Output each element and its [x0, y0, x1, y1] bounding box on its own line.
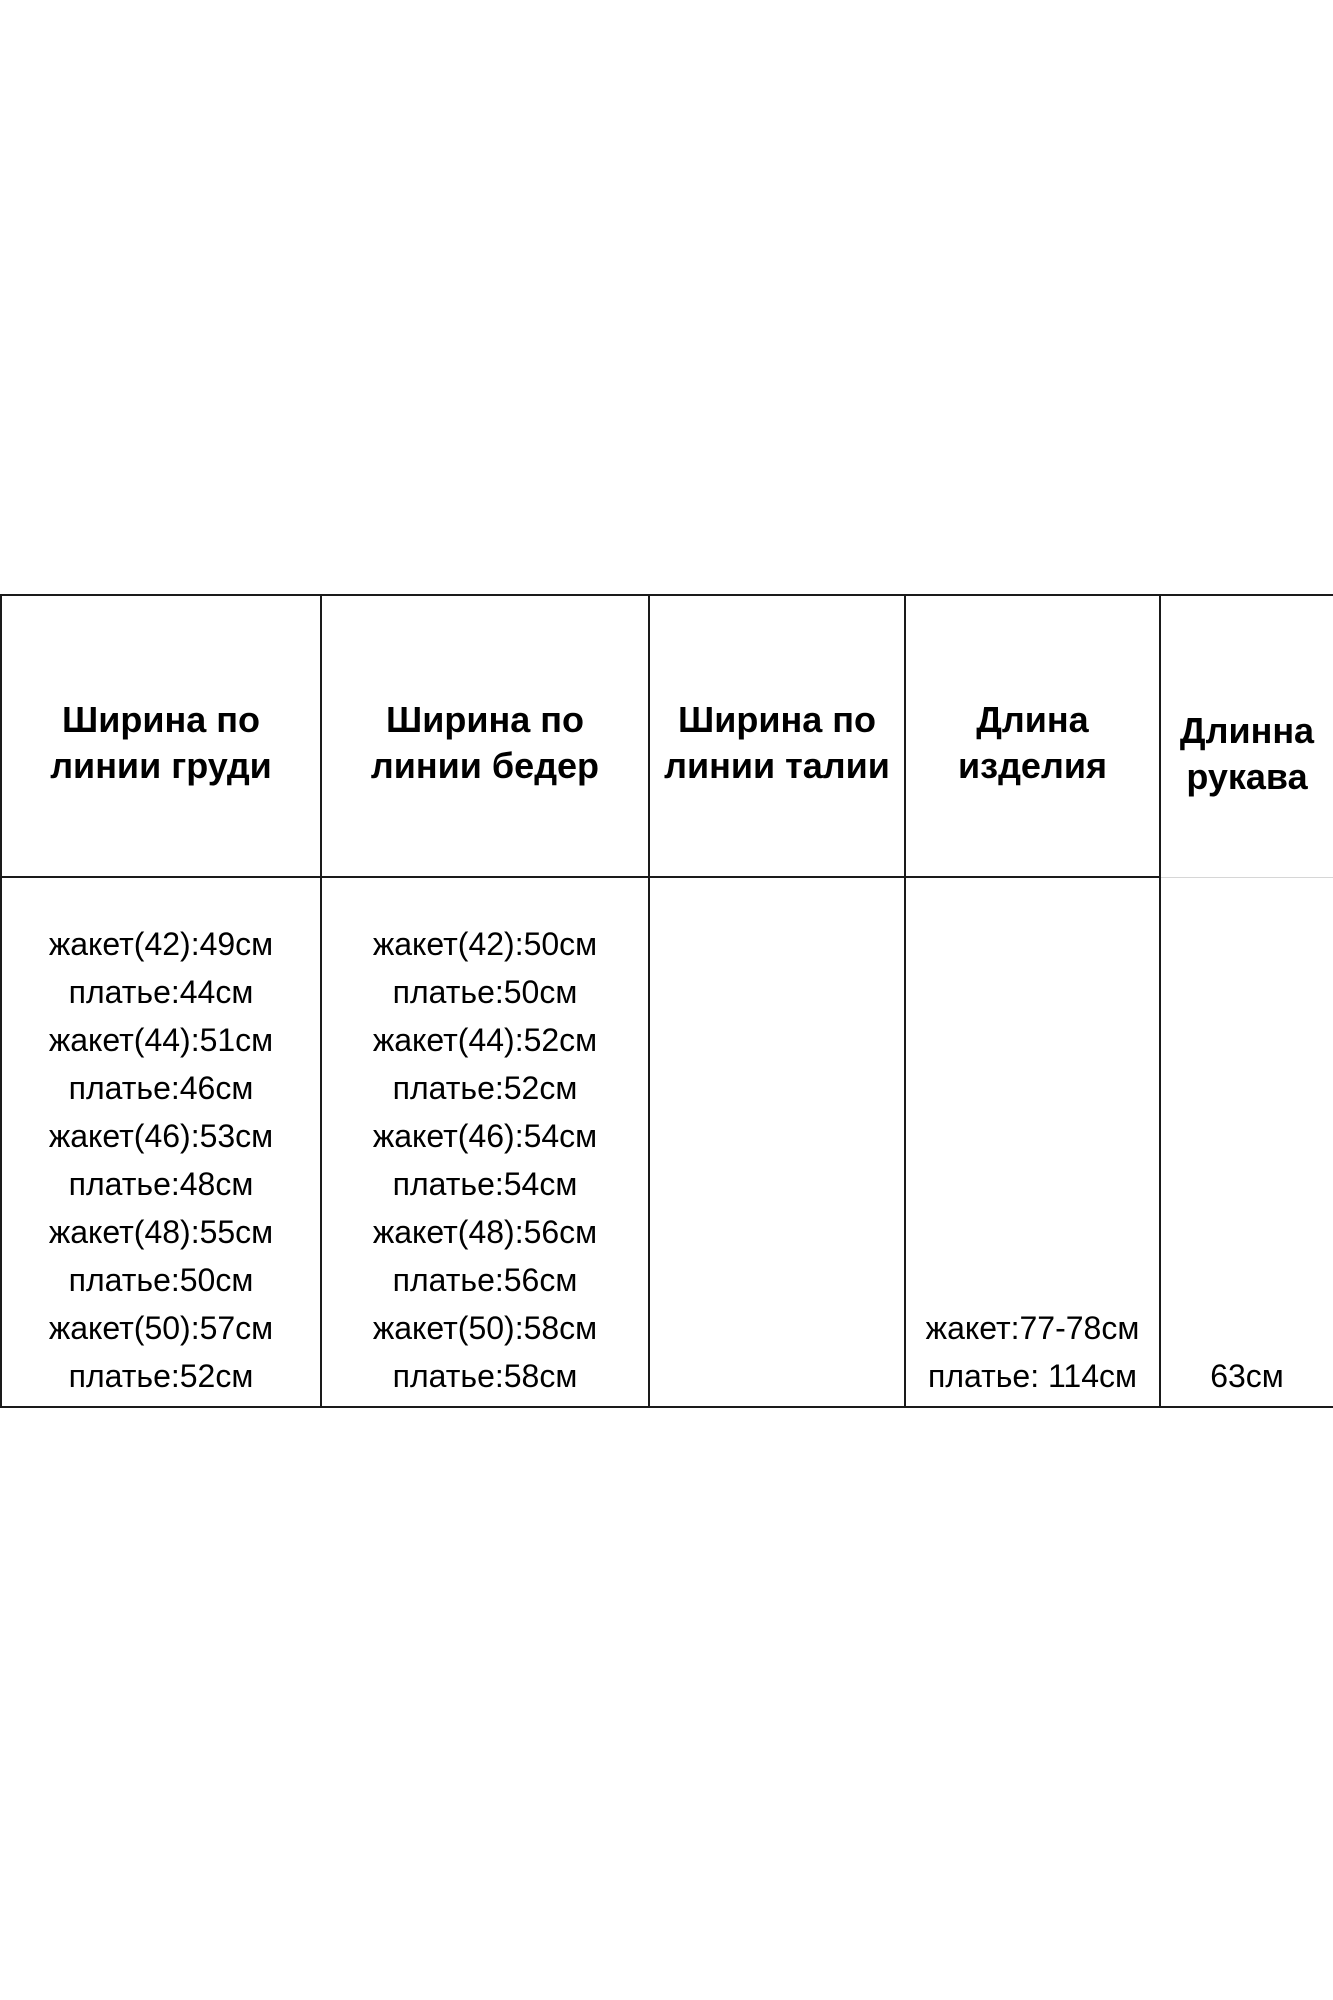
header-row	[1, 595, 1333, 877]
value-line: платье:46см	[68, 1070, 254, 1106]
value-line: жакет(42):49см	[48, 926, 274, 962]
header-item-length	[905, 595, 1160, 877]
header-chest-width	[1, 595, 321, 877]
value-line: жакет(50):57см	[48, 1310, 274, 1346]
value-line: 63см	[1210, 1358, 1284, 1394]
value-line: жакет(50):58см	[372, 1310, 598, 1346]
header-label: Ширина по линии бедер	[370, 699, 600, 786]
value-line: платье:48см	[68, 1166, 254, 1202]
header-label: Ширина по линии груди	[50, 699, 272, 786]
value-line: платье:54см	[392, 1166, 578, 1202]
value-line: платье:58см	[392, 1358, 578, 1394]
value-line: платье:50см	[68, 1262, 254, 1298]
value-line: жакет(46):53см	[48, 1118, 274, 1154]
value-line: жакет(44):51см	[48, 1022, 274, 1058]
value-line: платье: 114см	[927, 1358, 1137, 1394]
value-line: жакет(42):50см	[372, 926, 598, 962]
value-line: платье:52см	[392, 1070, 578, 1106]
header-waist-width	[649, 595, 905, 877]
value-line: платье:44см	[68, 974, 254, 1010]
value-line: жакет(48):56см	[372, 1214, 598, 1250]
header-sleeve-length	[1160, 595, 1333, 877]
value-line: жакет(46):54см	[372, 1118, 598, 1154]
value-line: платье:56см	[392, 1262, 578, 1298]
header-label: Ширина по линии талии	[664, 699, 890, 786]
header-hip-width	[321, 595, 649, 877]
header-label: Длина изделия	[958, 699, 1107, 786]
cell-length-values	[905, 877, 1160, 1407]
header-label: Длинна рукава	[1179, 710, 1315, 798]
cell-waist-values	[649, 877, 905, 1407]
value-line: платье:52см	[68, 1358, 254, 1394]
cell-sleeve-values	[1160, 877, 1333, 1407]
value-line: жакет(44):52см	[372, 1022, 598, 1058]
value-line: жакет:77-78см	[925, 1310, 1140, 1346]
value-line: жакет(48):55см	[48, 1214, 274, 1250]
size-chart-table	[0, 594, 1333, 1408]
cell-hip-values	[321, 877, 649, 1407]
values-row	[1, 877, 1333, 1407]
value-line: платье:50см	[392, 974, 578, 1010]
cell-chest-values	[1, 877, 321, 1407]
